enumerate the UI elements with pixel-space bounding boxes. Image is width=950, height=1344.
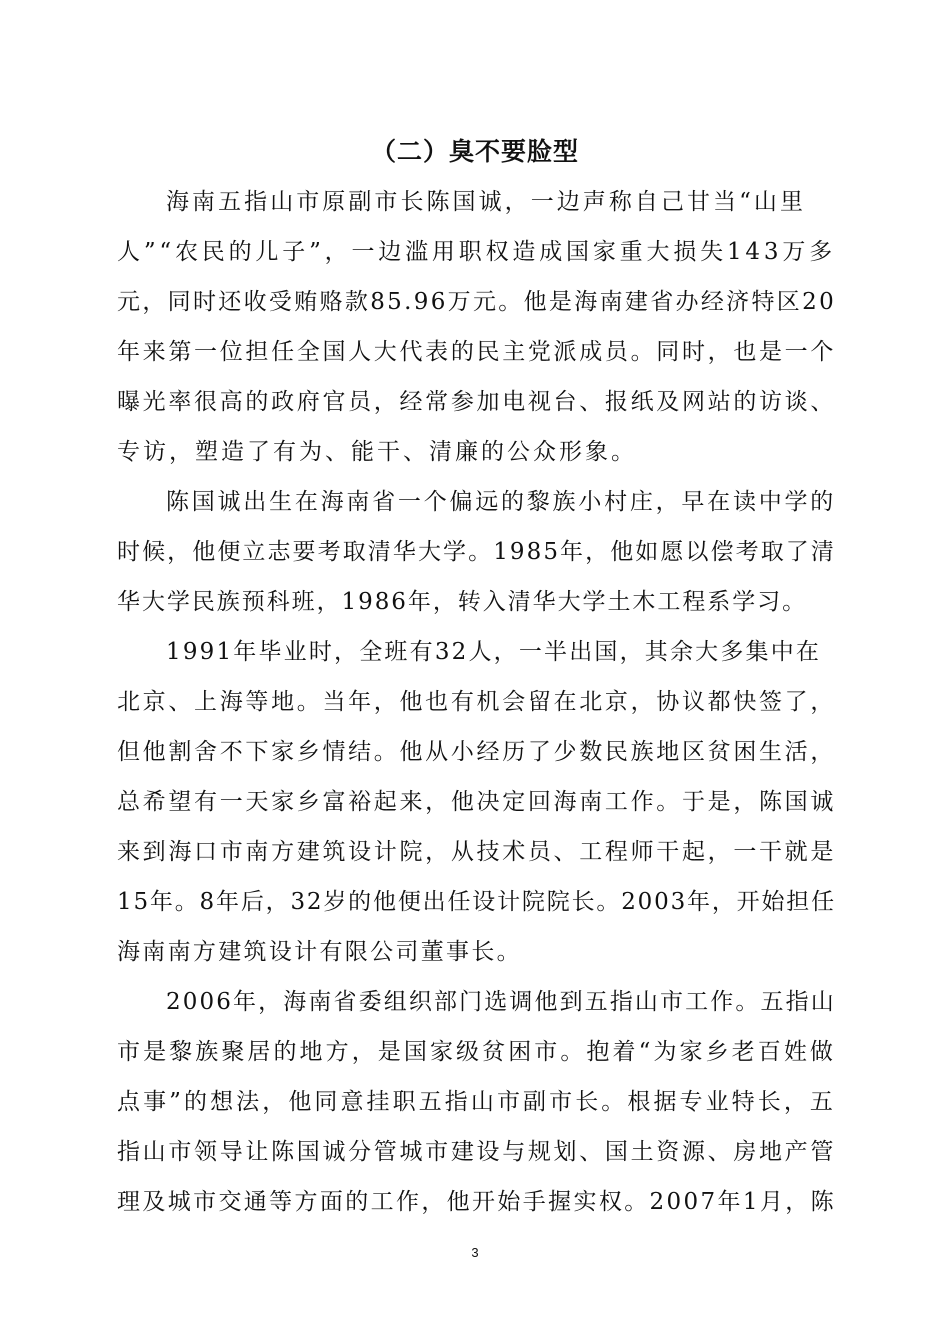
paragraph-line: 15年。8年后，32岁的他便出任设计院院长。2003年，开始担任 — [117, 889, 836, 915]
paragraph-line: 指山市领导让陈国诚分管城市建设与规划、国土资源、房地产管 — [117, 1139, 837, 1165]
paragraph-line: 1991年毕业时，全班有32人，一半出国，其余大多集中在 — [166, 639, 822, 665]
paragraph-line: 时候，他便立志要考取清华大学。1985年，他如愿以偿考取了清 — [117, 539, 836, 565]
paragraph-line: 年来第一位担任全国人大代表的民主党派成员。同时，也是一个 — [117, 339, 837, 365]
page-number: 3 — [471, 1245, 479, 1260]
paragraph-line: 点事”的想法，他同意挂职五指山市副市长。根据专业特长，五 — [117, 1089, 836, 1115]
paragraph-line: 市是黎族聚居的地方，是国家级贫困市。抱着“为家乡老百姓做 — [117, 1039, 836, 1065]
paragraph-line: 总希望有一天家乡富裕起来，他决定回海南工作。于是，陈国诚 — [117, 789, 837, 815]
paragraph-line: 但他割舍不下家乡情结。他从小经历了少数民族地区贫困生活， — [117, 739, 837, 765]
paragraph-line: 华大学民族预科班，1986年，转入清华大学土木工程系学习。 — [117, 589, 808, 615]
paragraph-line: 人”“农民的儿子”，一边滥用职权造成国家重大损失143万多 — [117, 239, 836, 265]
paragraph-line: 理及城市交通等方面的工作，他开始手握实权。2007年1月，陈 — [117, 1189, 836, 1215]
paragraph-line: 北京、上海等地。当年，他也有机会留在北京，协议都快签了， — [117, 689, 837, 715]
paragraph-line: 元，同时还收受贿赂款85.96万元。他是海南建省办经济特区20 — [117, 289, 837, 315]
paragraph-line: 海南五指山市原副市长陈国诚，一边声称自己甘当“山里 — [166, 189, 807, 215]
paragraph-line: 专访，塑造了有为、能干、清廉的公众形象。 — [117, 439, 637, 465]
paragraph-line: 2006年，海南省委组织部门选调他到五指山市工作。五指山 — [166, 989, 836, 1015]
paragraph-line: 曝光率很高的政府官员，经常参加电视台、报纸及网站的访谈、 — [117, 389, 837, 415]
paragraph-line: 陈国诚出生在海南省一个偏远的黎族小村庄，早在读中学的 — [166, 489, 837, 515]
section-title: （二）臭不要脸型 — [370, 137, 579, 166]
paragraph-line: 来到海口市南方建筑设计院，从技术员、工程师干起，一干就是 — [117, 839, 837, 865]
paragraph-line: 海南南方建筑设计有限公司董事长。 — [117, 939, 522, 965]
